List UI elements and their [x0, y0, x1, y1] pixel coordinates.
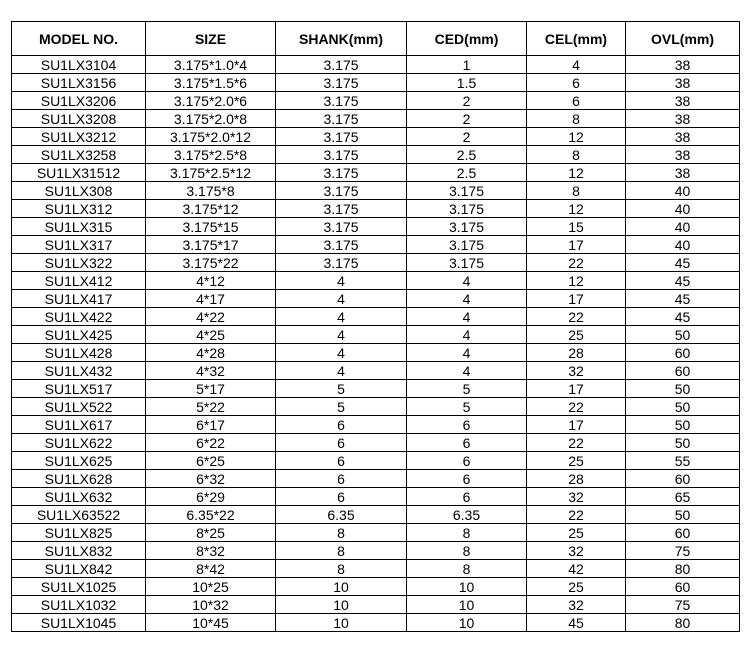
size-cell: 3.175*17: [146, 236, 276, 254]
ced-cell: 6: [407, 488, 527, 506]
size-cell: 3.175*15: [146, 218, 276, 236]
table-row: [12, 488, 740, 506]
cel-cell: 17: [527, 416, 626, 434]
ced-cell: 1.5: [407, 74, 527, 92]
table-row: [12, 236, 740, 254]
ced-cell: 4: [407, 344, 527, 362]
cel-cell: 8: [527, 182, 626, 200]
cel-cell: 22: [527, 308, 626, 326]
model-no-cell: SU1LX432: [12, 362, 146, 380]
ced-cell: 10: [407, 596, 527, 614]
shank-cell: 4: [276, 326, 407, 344]
ced-cell: 10: [407, 578, 527, 596]
table-header: [12, 22, 740, 56]
cel-cell: 28: [527, 470, 626, 488]
table-row: [12, 380, 740, 398]
cel-cell: 6: [527, 92, 626, 110]
table-row: [12, 326, 740, 344]
table-row: [12, 164, 740, 182]
cel-cell: 22: [527, 506, 626, 524]
ced-cell: 3.175: [407, 182, 527, 200]
column-header-shank: SHANK(mm): [276, 22, 407, 56]
ced-cell: 8: [407, 560, 527, 578]
shank-cell: 3.175: [276, 200, 407, 218]
size-cell: 3.175*22: [146, 254, 276, 272]
shank-cell: 6: [276, 488, 407, 506]
size-cell: 8*32: [146, 542, 276, 560]
ovl-cell: 45: [626, 254, 740, 272]
table-row: [12, 218, 740, 236]
model-no-cell: SU1LX3212: [12, 128, 146, 146]
model-no-cell: SU1LX417: [12, 290, 146, 308]
ovl-cell: 65: [626, 488, 740, 506]
ovl-cell: 75: [626, 596, 740, 614]
table-row: [12, 470, 740, 488]
size-cell: 3.175*12: [146, 200, 276, 218]
shank-cell: 5: [276, 380, 407, 398]
cel-cell: 12: [527, 164, 626, 182]
size-cell: 4*17: [146, 290, 276, 308]
model-no-cell: SU1LX63522: [12, 506, 146, 524]
shank-cell: 3.175: [276, 56, 407, 74]
cel-cell: 6: [527, 74, 626, 92]
ovl-cell: 50: [626, 380, 740, 398]
ced-cell: 4: [407, 290, 527, 308]
model-no-cell: SU1LX317: [12, 236, 146, 254]
ovl-cell: 38: [626, 56, 740, 74]
table-row: [12, 92, 740, 110]
model-no-cell: SU1LX412: [12, 272, 146, 290]
cel-cell: 32: [527, 596, 626, 614]
ced-cell: 2.5: [407, 164, 527, 182]
ovl-cell: 38: [626, 74, 740, 92]
ced-cell: 6: [407, 470, 527, 488]
ovl-cell: 38: [626, 110, 740, 128]
table-row: [12, 578, 740, 596]
table-row: [12, 524, 740, 542]
shank-cell: 8: [276, 560, 407, 578]
table-row: [12, 182, 740, 200]
size-cell: 10*45: [146, 614, 276, 632]
table-row: [12, 110, 740, 128]
size-cell: 4*22: [146, 308, 276, 326]
shank-cell: 6: [276, 470, 407, 488]
shank-cell: 4: [276, 290, 407, 308]
size-cell: 8*42: [146, 560, 276, 578]
model-no-cell: SU1LX322: [12, 254, 146, 272]
ced-cell: 5: [407, 380, 527, 398]
ced-cell: 3.175: [407, 200, 527, 218]
shank-cell: 3.175: [276, 182, 407, 200]
cel-cell: 45: [527, 614, 626, 632]
table-row: [12, 344, 740, 362]
size-cell: 3.175*2.5*12: [146, 164, 276, 182]
table-row: [12, 200, 740, 218]
ced-cell: 8: [407, 524, 527, 542]
table-row: [12, 308, 740, 326]
model-no-cell: SU1LX517: [12, 380, 146, 398]
model-no-cell: SU1LX425: [12, 326, 146, 344]
ovl-cell: 50: [626, 434, 740, 452]
size-cell: 3.175*8: [146, 182, 276, 200]
cel-cell: 22: [527, 434, 626, 452]
ovl-cell: 38: [626, 128, 740, 146]
column-header-size: SIZE: [146, 22, 276, 56]
model-no-cell: SU1LX1045: [12, 614, 146, 632]
cel-cell: 32: [527, 542, 626, 560]
ced-cell: 6: [407, 452, 527, 470]
ced-cell: 4: [407, 272, 527, 290]
model-no-cell: SU1LX522: [12, 398, 146, 416]
shank-cell: 3.175: [276, 92, 407, 110]
table-row: [12, 614, 740, 632]
size-cell: 3.175*2.5*8: [146, 146, 276, 164]
ovl-cell: 38: [626, 164, 740, 182]
shank-cell: 6: [276, 434, 407, 452]
model-no-cell: SU1LX3104: [12, 56, 146, 74]
table-row: [12, 542, 740, 560]
shank-cell: 8: [276, 524, 407, 542]
ovl-cell: 40: [626, 218, 740, 236]
cel-cell: 25: [527, 452, 626, 470]
column-header-ced: CED(mm): [407, 22, 527, 56]
ced-cell: 2.5: [407, 146, 527, 164]
cel-cell: 42: [527, 560, 626, 578]
model-no-cell: SU1LX422: [12, 308, 146, 326]
ovl-cell: 45: [626, 308, 740, 326]
ced-cell: 2: [407, 128, 527, 146]
model-no-cell: SU1LX315: [12, 218, 146, 236]
ced-cell: 10: [407, 614, 527, 632]
ced-cell: 6: [407, 434, 527, 452]
ovl-cell: 80: [626, 614, 740, 632]
cel-cell: 12: [527, 272, 626, 290]
cel-cell: 17: [527, 236, 626, 254]
shank-cell: 4: [276, 308, 407, 326]
ced-cell: 2: [407, 110, 527, 128]
shank-cell: 3.175: [276, 74, 407, 92]
model-no-cell: SU1LX617: [12, 416, 146, 434]
size-cell: 10*32: [146, 596, 276, 614]
ced-cell: 8: [407, 542, 527, 560]
shank-cell: 4: [276, 344, 407, 362]
size-cell: 4*32: [146, 362, 276, 380]
model-no-cell: SU1LX842: [12, 560, 146, 578]
shank-cell: 3.175: [276, 218, 407, 236]
model-no-cell: SU1LX1025: [12, 578, 146, 596]
cel-cell: 12: [527, 200, 626, 218]
size-cell: 4*12: [146, 272, 276, 290]
table-row: [12, 272, 740, 290]
size-cell: 6*25: [146, 452, 276, 470]
size-cell: 4*25: [146, 326, 276, 344]
size-cell: 6*22: [146, 434, 276, 452]
size-cell: 3.175*1.0*4: [146, 56, 276, 74]
table-row: [12, 74, 740, 92]
cel-cell: 25: [527, 524, 626, 542]
size-cell: 3.175*2.0*8: [146, 110, 276, 128]
ovl-cell: 40: [626, 200, 740, 218]
ovl-cell: 40: [626, 182, 740, 200]
shank-cell: 3.175: [276, 236, 407, 254]
size-cell: 3.175*2.0*12: [146, 128, 276, 146]
size-cell: 6*29: [146, 488, 276, 506]
ovl-cell: 55: [626, 452, 740, 470]
column-header-ovl: OVL(mm): [626, 22, 740, 56]
ovl-cell: 40: [626, 236, 740, 254]
ovl-cell: 60: [626, 470, 740, 488]
table-row: [12, 560, 740, 578]
ced-cell: 3.175: [407, 236, 527, 254]
table-row: [12, 290, 740, 308]
size-cell: 3.175*1.5*6: [146, 74, 276, 92]
model-no-cell: SU1LX632: [12, 488, 146, 506]
ovl-cell: 50: [626, 506, 740, 524]
model-no-cell: SU1LX3258: [12, 146, 146, 164]
ced-cell: 4: [407, 326, 527, 344]
specification-table: [11, 21, 740, 632]
header-row: [12, 22, 740, 56]
column-header-cel: CEL(mm): [527, 22, 626, 56]
ced-cell: 3.175: [407, 254, 527, 272]
shank-cell: 10: [276, 614, 407, 632]
ovl-cell: 38: [626, 146, 740, 164]
model-no-cell: SU1LX312: [12, 200, 146, 218]
cel-cell: 8: [527, 110, 626, 128]
table-row: [12, 128, 740, 146]
ovl-cell: 50: [626, 326, 740, 344]
model-no-cell: SU1LX628: [12, 470, 146, 488]
table-row: [12, 506, 740, 524]
table-body: [12, 56, 740, 632]
ced-cell: 5: [407, 398, 527, 416]
cel-cell: 22: [527, 398, 626, 416]
cel-cell: 28: [527, 344, 626, 362]
table-row: [12, 416, 740, 434]
shank-cell: 6.35: [276, 506, 407, 524]
model-no-cell: SU1LX308: [12, 182, 146, 200]
ced-cell: 1: [407, 56, 527, 74]
shank-cell: 4: [276, 362, 407, 380]
model-no-cell: SU1LX31512: [12, 164, 146, 182]
table-row: [12, 362, 740, 380]
size-cell: 5*22: [146, 398, 276, 416]
ced-cell: 3.175: [407, 218, 527, 236]
shank-cell: 8: [276, 542, 407, 560]
shank-cell: 3.175: [276, 110, 407, 128]
cel-cell: 12: [527, 128, 626, 146]
table-row: [12, 254, 740, 272]
ovl-cell: 38: [626, 92, 740, 110]
column-header-model-no: MODEL NO.: [12, 22, 146, 56]
cel-cell: 32: [527, 362, 626, 380]
size-cell: 3.175*2.0*6: [146, 92, 276, 110]
model-no-cell: SU1LX3208: [12, 110, 146, 128]
cel-cell: 25: [527, 578, 626, 596]
size-cell: 4*28: [146, 344, 276, 362]
ovl-cell: 60: [626, 344, 740, 362]
ovl-cell: 45: [626, 272, 740, 290]
shank-cell: 10: [276, 596, 407, 614]
shank-cell: 3.175: [276, 146, 407, 164]
cel-cell: 17: [527, 290, 626, 308]
size-cell: 8*25: [146, 524, 276, 542]
table-row: [12, 434, 740, 452]
ovl-cell: 50: [626, 416, 740, 434]
ovl-cell: 50: [626, 398, 740, 416]
ovl-cell: 75: [626, 542, 740, 560]
table-row: [12, 56, 740, 74]
cel-cell: 22: [527, 254, 626, 272]
ced-cell: 6.35: [407, 506, 527, 524]
model-no-cell: SU1LX622: [12, 434, 146, 452]
model-no-cell: SU1LX825: [12, 524, 146, 542]
table-row: [12, 398, 740, 416]
ced-cell: 4: [407, 362, 527, 380]
ovl-cell: 45: [626, 290, 740, 308]
shank-cell: 3.175: [276, 164, 407, 182]
size-cell: 6*32: [146, 470, 276, 488]
model-no-cell: SU1LX428: [12, 344, 146, 362]
size-cell: 6*17: [146, 416, 276, 434]
table-row: [12, 146, 740, 164]
table-row: [12, 596, 740, 614]
shank-cell: 6: [276, 452, 407, 470]
ovl-cell: 80: [626, 560, 740, 578]
cel-cell: 15: [527, 218, 626, 236]
cel-cell: 25: [527, 326, 626, 344]
size-cell: 10*25: [146, 578, 276, 596]
model-no-cell: SU1LX832: [12, 542, 146, 560]
cel-cell: 4: [527, 56, 626, 74]
ced-cell: 2: [407, 92, 527, 110]
size-cell: 5*17: [146, 380, 276, 398]
cel-cell: 17: [527, 380, 626, 398]
shank-cell: 4: [276, 272, 407, 290]
ced-cell: 4: [407, 308, 527, 326]
model-no-cell: SU1LX1032: [12, 596, 146, 614]
ovl-cell: 60: [626, 578, 740, 596]
shank-cell: 5: [276, 398, 407, 416]
shank-cell: 3.175: [276, 254, 407, 272]
model-no-cell: SU1LX625: [12, 452, 146, 470]
shank-cell: 10: [276, 578, 407, 596]
cel-cell: 8: [527, 146, 626, 164]
model-no-cell: SU1LX3156: [12, 74, 146, 92]
model-no-cell: SU1LX3206: [12, 92, 146, 110]
ovl-cell: 60: [626, 524, 740, 542]
ced-cell: 6: [407, 416, 527, 434]
ovl-cell: 60: [626, 362, 740, 380]
size-cell: 6.35*22: [146, 506, 276, 524]
cel-cell: 32: [527, 488, 626, 506]
shank-cell: 6: [276, 416, 407, 434]
table-row: [12, 452, 740, 470]
shank-cell: 3.175: [276, 128, 407, 146]
